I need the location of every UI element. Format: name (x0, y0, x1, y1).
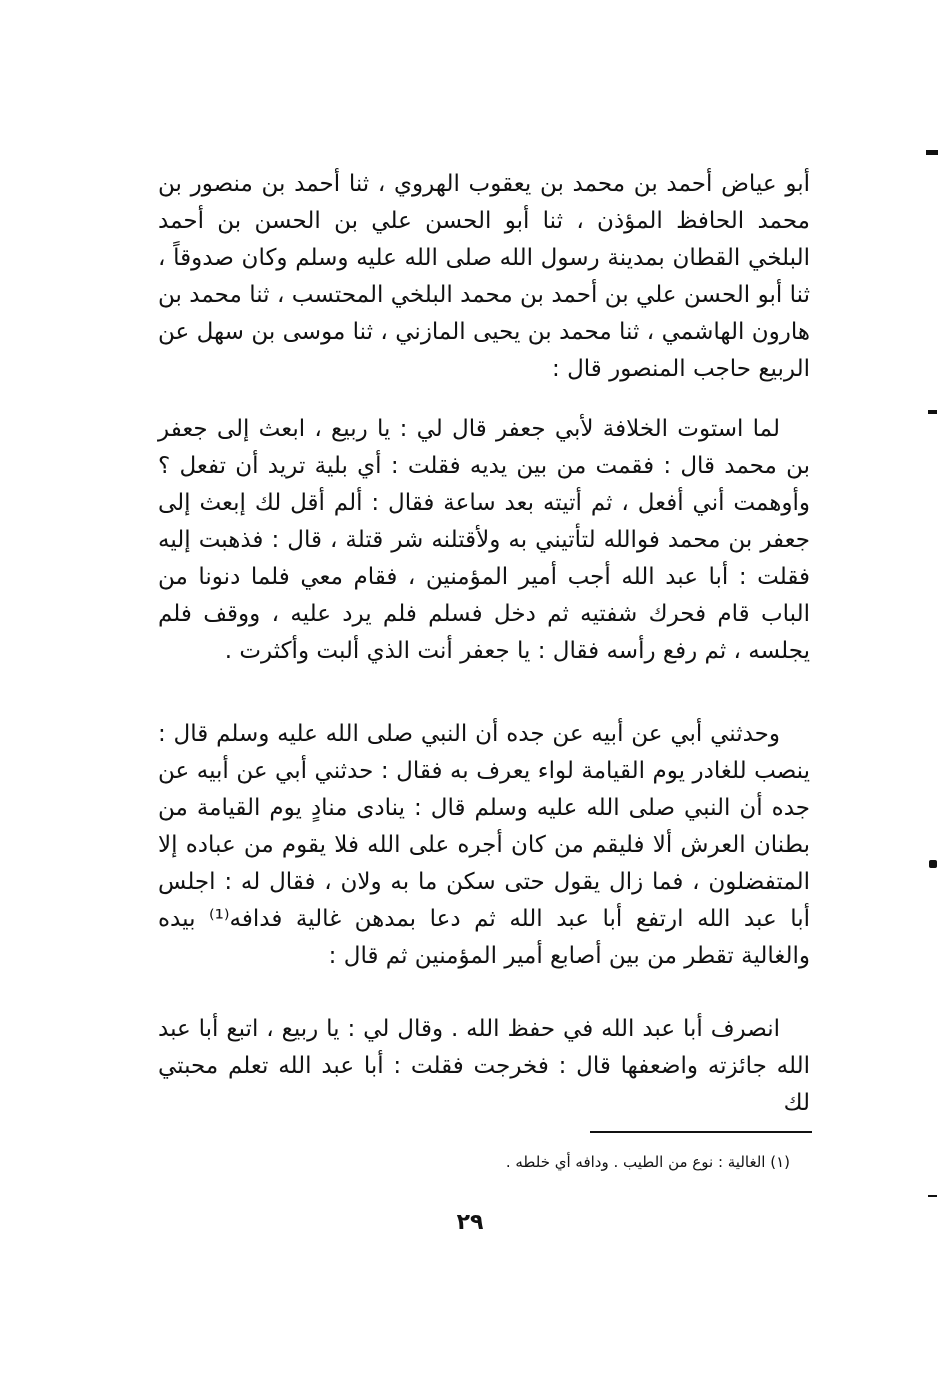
scan-edge-mark (928, 1195, 937, 1197)
page-number: ٢٩ (456, 1210, 484, 1235)
paragraph-departure: انصرف أبا عبد الله في حفظ الله . وقال لي : يا ربيع ، اتبع أبا عبد الله جائزته واضعفها قال : فخرجت فقلت : أبا عبد الله تعلم محبتي لك (158, 1016, 810, 1116)
scan-edge-mark (929, 860, 937, 868)
footnote-divider (590, 1131, 812, 1133)
paragraph-caliphate: لما استوت الخلافة لأبي جعفر قال لي : يا ربيع ، ابعث إلى جعفر بن محمد قال : فقمت من بين يديه فقلت : أي بلية تريد أن تفعل ؟ وأوهمت أني أفعل ، ثم أتيته بعد ساعة فقال : ألم أقل لك إبعث إلى جعفر بن محمد فوالله لتأتيني به ولأقتلنه شر قتلة ، قال : فذهبت إليه فقلت : أبا عبد الله أجب أمير المؤمنين ، فقام معي فلما دنونا من الباب قام فحرك شفتيه ثم دخل فسلم فلم يرد عليه ، ووقف فلم يجلسه ، ثم رفع رأسه فقال : يا جعفر أنت الذي ألبت وأكثرت . (158, 416, 810, 664)
paragraph-hadith: وحدثني أبي عن أبيه عن جده أن النبي صلى الله عليه وسلم قال : ينصب للغادر يوم القيامة لواء يعرف به فقال : حدثني أبي عن أبيه عن جده أن النبي صلى الله عليه وسلم قال : ينادى منادٍ يوم القيامة من بطنان العرش ألا فليقم من كان أجره على الله فلا يقوم من عباده إلا المتفضلون ، فما زال يقول حتى سكن ما به ولان ، فقال له : اجلس أبا عبد الله ارتفع أبا عبد الله ثم دعا بمدهن غالية فدافه⁽¹⁾ بيده والغالية تقطر من بين أصابع أمير المؤمنين ثم قال : (158, 721, 810, 969)
footnote: (١) الغالية : نوع من الطيب . ودافه أي خلطه . (505, 1153, 790, 1171)
scan-edge-mark (928, 410, 937, 414)
paragraph-isnad: أبو عياض أحمد بن محمد بن يعقوب الهروي ، ثنا أحمد بن منصور بن محمد الحافظ المؤذن ، ثنا أبو الحسن علي بن الحسن بن أحمد البلخي القطان بمدينة رسول الله صلى الله عليه وسلم وكان صدوقاً ، ثنا أبو الحسن علي بن أحمد بن محمد البلخي المحتسب ، ثنا محمد بن هارون الهاشمي ، ثنا محمد بن يحيى المازني ، ثنا موسى بن سهل عن الربيع حاجب المنصور قال : (158, 171, 810, 382)
scan-edge-mark (926, 150, 938, 155)
